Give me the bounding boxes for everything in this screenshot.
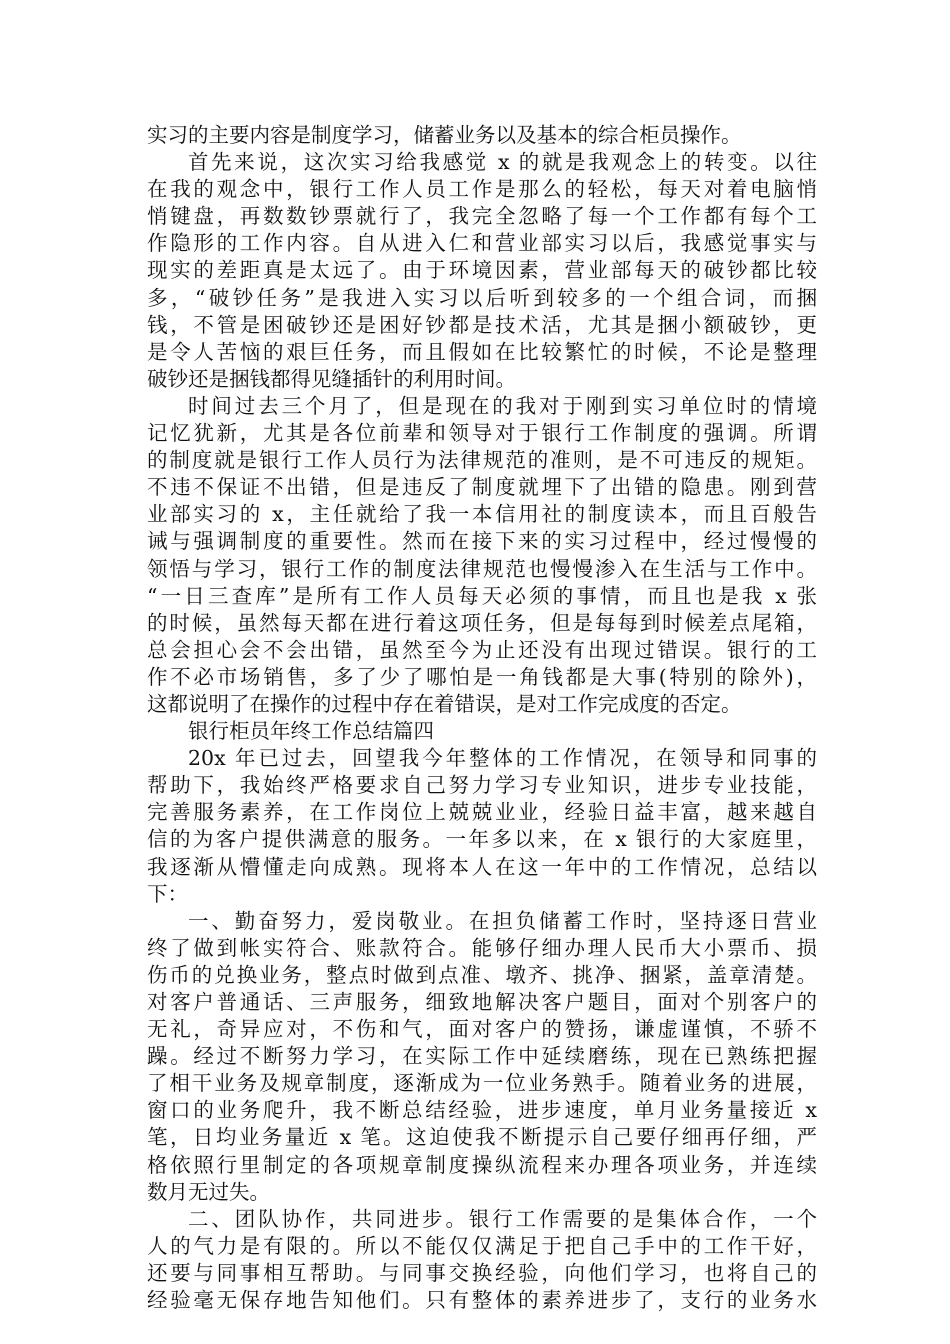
text-line: 这都说明了在操作的过程中存在着错误，是对工作完成度的否定。: [147, 691, 742, 716]
text-line: 在我的观念中，银行工作人员工作是那么的轻松，每天对着电脑悄: [147, 177, 817, 202]
text-line: 还要与同事相互帮助。与同事交换经验，向他们学习，也将自己的: [147, 1260, 817, 1285]
text-line: 了相干业务及规章制度，逐渐成为一位业务熟手。随着业务的进展，: [147, 1071, 817, 1096]
text-line: 首先来说，这次实习给我感觉 x 的就是我观念上的转变。以往: [188, 150, 817, 175]
text-line: “一日三查库”是所有工作人员每天必须的事情，而且也是我 x 张: [147, 583, 817, 608]
text-line: 多，“破钞任务”是我进入实习以后听到较多的一个组合词，而捆: [147, 285, 817, 310]
text-line: 20x 年已过去，回望我今年整体的工作情况，在领导和同事的: [188, 746, 817, 771]
text-line: 作隐形的工作内容。自从进入仁和营业部实习以后，我感觉事实与: [147, 231, 817, 256]
text-line: 笔，日均业务量近 x 笔。这迫使我不断提示自己要仔细再仔细，严: [147, 1125, 817, 1150]
text-line: 数月无过失。: [147, 1179, 270, 1204]
text-line: 躁。经过不断努力学习，在实际工作中延续磨练，现在已熟练把握: [147, 1044, 817, 1069]
text-line: 窗口的业务爬升，我不断总结经验，进步速度，单月业务量接近 x: [147, 1098, 817, 1123]
text-line: 诫与强调制度的重要性。然而在接下来的实习过程中，经过慢慢的: [147, 529, 817, 554]
text-line: 业部实习的 x，主任就给了我一本信用社的制度读本，而且百般告: [147, 502, 817, 527]
text-line: 我逐渐从懵懂走向成熟。现将本人在这一年中的工作情况，总结以: [147, 854, 817, 879]
text-line: 悄键盘，再数数钞票就行了，我完全忽略了每一个工作都有每个工: [147, 204, 817, 229]
text-line: 经验毫无保存地告知他们。只有整体的素养进步了，支行的业务水: [147, 1288, 817, 1313]
text-line: 信的为客户提供满意的服务。一年多以来，在 x 银行的大家庭里，: [147, 827, 817, 852]
text-line: 是令人苦恼的艰巨任务，而且假如在比较繁忙的时候，不论是整理: [147, 339, 817, 364]
text-line: 实习的主要内容是制度学习，储蓄业务以及基本的综合柜员操作。: [147, 123, 742, 147]
text-line: 伤币的兑换业务，整点时做到点准、墩齐、挑净、捆紧，盖章清楚。: [147, 962, 817, 987]
text-line: 人的气力是有限的。所以不能仅仅满足于把自己手中的工作干好，: [147, 1233, 817, 1258]
text-line: 现实的差距真是太远了。由于环境因素，营业部每天的破钞都比较: [147, 258, 817, 283]
text-line: 总会担心会不会出错，虽然至今为止还没有出现过错误。银行的工: [147, 637, 817, 662]
text-line: 格依照行里制定的各项规章制度操纵流程来办理各项业务，并连续: [147, 1152, 817, 1177]
text-line: 破钞还是捆钱都得见缝插针的利用时间。: [147, 366, 516, 391]
text-line: 帮助下，我始终严格要求自己努力学习专业知识，进步专业技能，: [147, 773, 817, 798]
text-line: 不违不保证不出错，但是违反了制度就埋下了出错的隐患。刚到营: [147, 475, 817, 500]
text-line: 银行柜员年终工作总结篇四: [188, 719, 434, 744]
text-line: 的制度就是银行工作人员行为法律规范的准则，是不可违反的规矩。: [147, 448, 817, 473]
text-line: 无礼，奇异应对，不伤和气，面对客户的赞扬，谦虚谨慎，不骄不: [147, 1017, 817, 1042]
text-line: 钱，不管是困破钞还是困好钞都是技术活，尤其是捆小额破钞，更: [147, 312, 817, 337]
text-line: 领悟与学习，银行工作的制度法律规范也慢慢渗入在生活与工作中。: [147, 556, 817, 581]
text-line: 完善服务素养，在工作岗位上兢兢业业，经验日益丰富，越来越自: [147, 800, 817, 825]
text-line: 作不必市场销售，多了少了哪怕是一角钱都是大事(特别的除外)，: [147, 664, 817, 689]
document-body: [147, 122, 817, 1314]
text-line: 一、勤奋努力，爱岗敬业。在担负储蓄工作时，坚持逐日营业: [188, 908, 817, 933]
text-line: 终了做到帐实符合、账款符合。能够仔细办理人民币大小票币、损: [147, 935, 817, 960]
text-line: 的时候，虽然每天都在进行着这项任务，但是每每到时候差点尾箱，: [147, 610, 817, 635]
text-line: 二、团队协作，共同进步。银行工作需要的是集体合作，一个: [188, 1206, 817, 1231]
text-line: 记忆犹新，尤其是各位前辈和领导对于银行工作制度的强调。所谓: [147, 421, 817, 446]
text-line: 下：: [147, 881, 188, 906]
text-line: 对客户普通话、三声服务，细致地解决客户题目，面对个别客户的: [147, 990, 817, 1014]
text-line: 时间过去三个月了，但是现在的我对于刚到实习单位时的情境: [188, 393, 817, 418]
